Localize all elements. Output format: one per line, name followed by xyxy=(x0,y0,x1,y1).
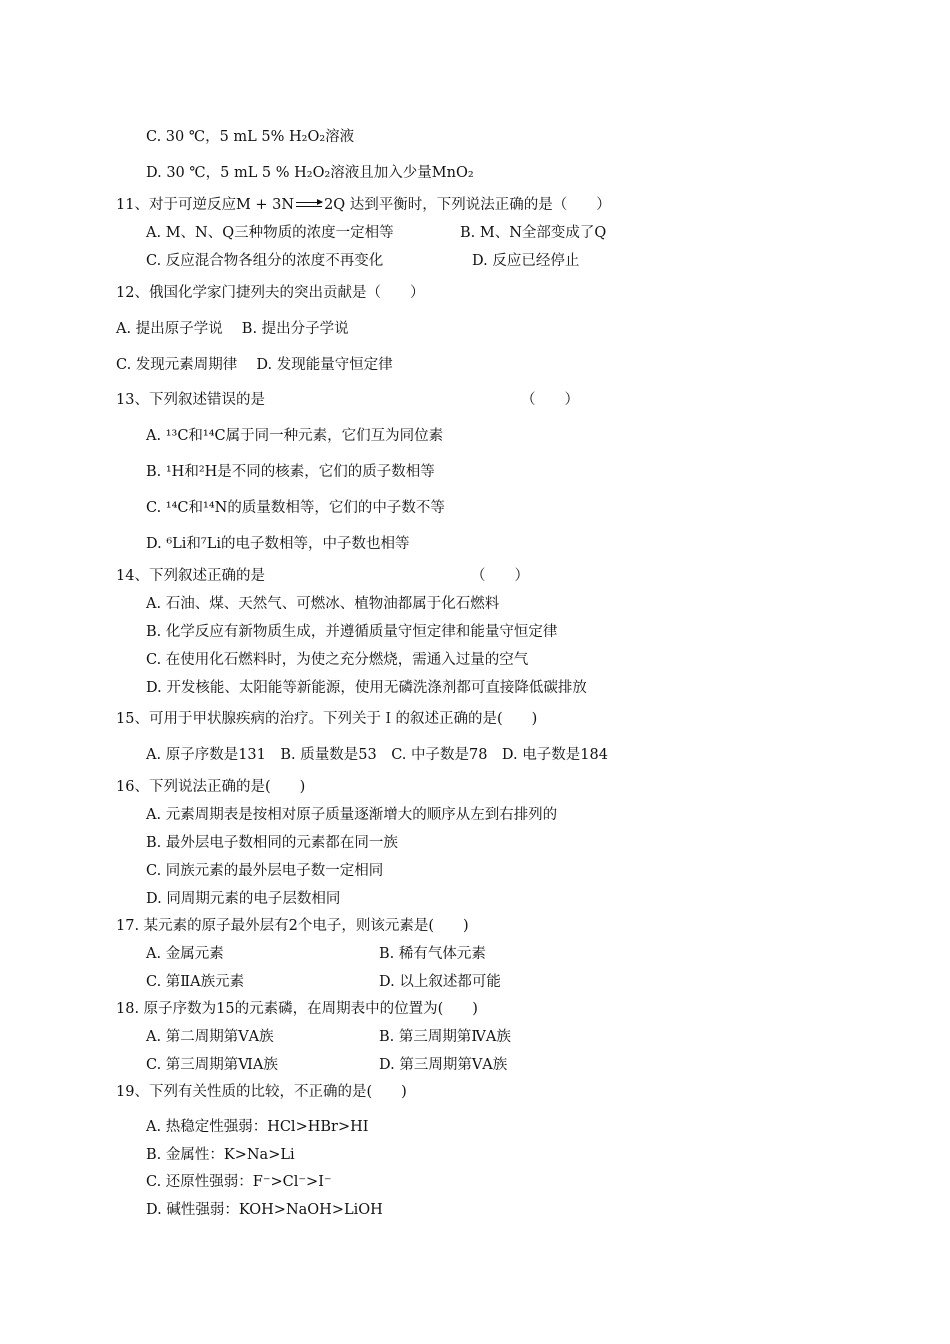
q19-option-b: B. 金属性：K>Na>Li xyxy=(146,1147,295,1163)
q18-option-d: D. 第三周期第ⅤA族 xyxy=(379,1057,508,1073)
q16-option-a: A. 元素周期表是按相对原子质量逐渐增大的顺序从左到右排列的 xyxy=(146,807,558,823)
q14-stem: 14、下列叙述正确的是 xyxy=(116,568,265,584)
q18-stem: 18. 原子序数为15的元素磷，在周期表中的位置为( ) xyxy=(116,1001,478,1017)
q13-option-d: D. ⁶Li和⁷Li的电子数相等，中子数也相等 xyxy=(146,536,410,552)
q19-option-c: C. 还原性强弱：F⁻>Cl⁻>I⁻ xyxy=(146,1174,332,1190)
q19-option-a: A. 热稳定性强弱：HCl>HBr>HI xyxy=(146,1119,369,1135)
q19-stem: 19、下列有关性质的比较，不正确的是( ) xyxy=(116,1084,407,1100)
q16-stem: 16、下列说法正确的是( ) xyxy=(116,779,306,795)
q15-options: A. 原子序数是131 B. 质量数是53 C. 中子数是78 D. 电子数是184 xyxy=(146,747,608,763)
q11-stem-post: 2Q 达到平衡时，下列说法正确的是（ ） xyxy=(324,197,611,213)
q17-option-a: A. 金属元素 xyxy=(146,946,224,962)
q11-stem-pre: 11、对于可逆反应M + 3N xyxy=(116,197,295,213)
q12-stem: 12、俄国化学家门捷列夫的突出贡献是（ ） xyxy=(116,285,425,301)
q18-option-a: A. 第二周期第ⅤA族 xyxy=(146,1029,274,1045)
q14-option-a: A. 石油、煤、天然气、可燃冰、植物油都属于化石燃料 xyxy=(146,596,500,612)
q10-option-d: D. 30 ℃，5 mL 5 % H₂O₂溶液且加入少量MnO₂ xyxy=(146,165,474,181)
q11-option-b: B. M、N全部变成了Q xyxy=(460,225,607,241)
q18-option-b: B. 第三周期第ⅣA族 xyxy=(379,1029,511,1045)
q16-option-c: C. 同族元素的最外层电子数一定相同 xyxy=(146,863,384,879)
q11-option-c: C. 反应混合物各组分的浓度不再变化 xyxy=(146,253,384,269)
q13-option-c: C. ¹⁴C和¹⁴N的质量数相等，它们的中子数不等 xyxy=(146,500,445,516)
q19-option-d: D. 碱性强弱：KOH>NaOH>LiOH xyxy=(146,1202,383,1218)
q14-option-b: B. 化学反应有新物质生成，并遵循质量守恒定律和能量守恒定律 xyxy=(146,624,558,640)
q10-option-c: C. 30 ℃，5 mL 5% H₂O₂溶液 xyxy=(146,129,355,145)
q17-option-b: B. 稀有气体元素 xyxy=(379,946,486,962)
q18-option-c: C. 第三周期第ⅥA族 xyxy=(146,1057,278,1073)
q14-option-c: C. 在使用化石燃料时，为使之充分燃烧，需通入过量的空气 xyxy=(146,652,529,668)
q13-option-b: B. ¹H和²H是不同的核素，它们的质子数相等 xyxy=(146,464,435,480)
q13-answer-paren: （ ） xyxy=(521,392,579,408)
q17-option-d: D. 以上叙述都可能 xyxy=(379,974,501,990)
q17-option-c: C. 第ⅡA族元素 xyxy=(146,974,245,990)
q12-options-ab: A. 提出原子学说 B. 提出分子学说 xyxy=(116,321,349,337)
q13-option-a: A. ¹³C和¹⁴C属于同一种元素，它们互为同位素 xyxy=(146,428,444,444)
q16-option-d: D. 同周期元素的电子层数相同 xyxy=(146,891,341,907)
q15-stem: 15、可用于甲状腺疾病的治疗。下列关于Ｉ的叙述正确的是( ) xyxy=(116,711,538,727)
q17-stem: 17. 某元素的原子最外层有2个电子，则该元素是( ) xyxy=(116,918,469,934)
q11-option-d: D. 反应已经停止 xyxy=(472,253,580,269)
q14-answer-paren: （ ） xyxy=(471,568,529,584)
q12-options-cd: C. 发现元素周期律 D. 发现能量守恒定律 xyxy=(116,357,393,373)
q14-option-d: D. 开发核能、太阳能等新能源，使用无磷洗涤剂都可直接降低碳排放 xyxy=(146,680,587,696)
q11-stem xyxy=(116,195,611,215)
q13-stem: 13、下列叙述错误的是 xyxy=(116,392,265,408)
equilibrium-arrow-icon xyxy=(296,200,322,210)
q11-option-a: A. M、N、Q三种物质的浓度一定相等 xyxy=(146,225,394,241)
q16-option-b: B. 最外层电子数相同的元素都在同一族 xyxy=(146,835,398,851)
